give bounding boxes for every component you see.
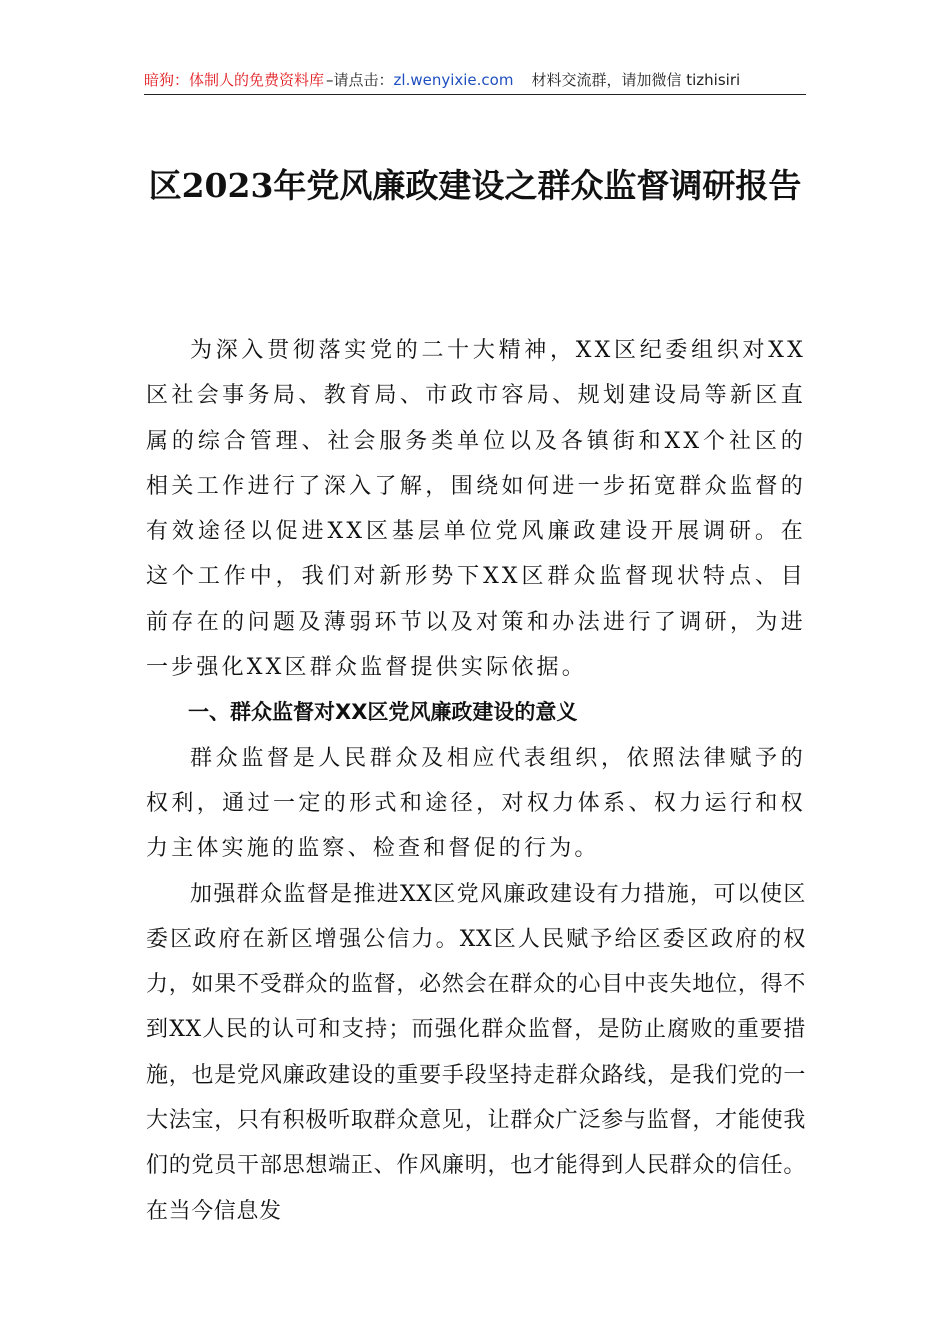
header-site-name: 暗狗：体制人的免费资料库 <box>144 71 325 89</box>
header-click-prefix: –请点击： <box>326 71 394 89</box>
section-1-heading: 一、群众监督对XX区党风廉政建设的意义 <box>188 700 578 725</box>
importance-paragraph: 加强群众监督是推进XX区党风廉政建设有力措施，可以使区委区政府在新区增强公信力。XX区人民赋予给区委区政府的权力，如果不受群众的监督，必然会在群众的心目中丧失地位，得不到XX人民的认可和支持；而强化群众监督，是防止腐败的重要措施，也是党风廉政建设的重要手段坚持走群众路线，是我们党的一大法宝，只有积极听取群众意见，让群众广泛参与监督，才能使我们的党员干部思想端正、作风廉明，也才能得到人民群众的信任。在当今信息发 <box>146 881 806 1224</box>
header-url-link[interactable]: zl.wenyixie.com <box>393 71 514 89</box>
document-body <box>146 328 806 1234</box>
definition-paragraph: 群众监督是人民群众及相应代表组织，依照法律赋予的权利，通过一定的形式和途径，对权力体系、权力运行和权力主体实施的监察、检查和督促的行为。 <box>146 745 806 862</box>
intro-paragraph: 为深入贯彻落实党的二十大精神，XX区纪委组织对XX区社会事务局、教育局、市政市容局、规划建设局等新区直属的综合管理、社会服务类单位以及各镇街和XX个社区的相关工作进行了深入了解，围绕如何进一步拓宽群众监督的有效途径以促进XX区基层单位党风廉政建设开展调研。在这个工作中，我们对新形势下XX区群众监督现状特点、目前存在的问题及薄弱环节以及对策和办法进行了调研，为进一步强化XX区群众监督提供实际依据。 <box>146 338 806 681</box>
document-title: 区2023年党风廉政建设之群众监督调研报告 <box>148 166 802 205</box>
header-group-text: 材料交流群，请加微信 tizhisiri <box>531 71 741 89</box>
page-header <box>144 66 806 95</box>
